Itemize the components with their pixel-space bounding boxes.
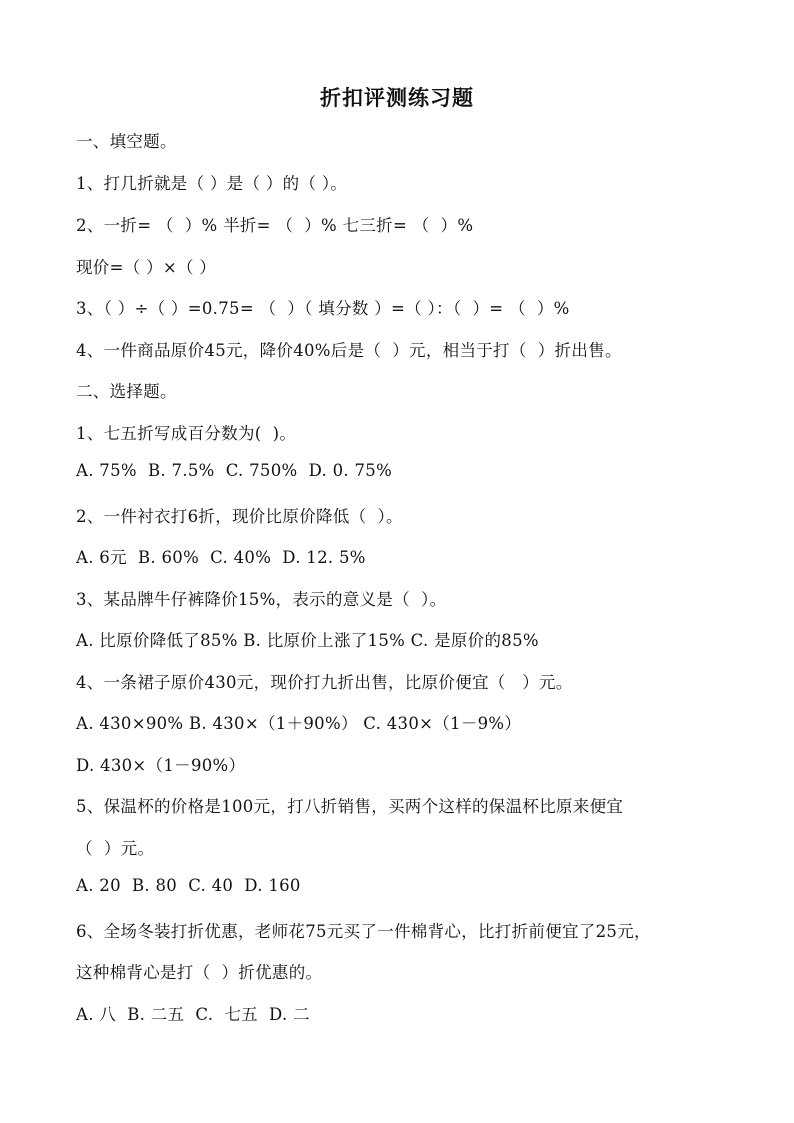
question-line: 3、某品牌牛仔裤降价15%，表示的意义是（ ）。 xyxy=(76,590,447,609)
question-line: 4、一条裙子原价430元，现价打九折出售，比原价便宜（ ）元。 xyxy=(76,673,573,692)
question-line: 这种棉背心是打（ ）折优惠的。 xyxy=(76,963,323,982)
answer-options: A. 75% B. 7.5% C. 750% D. 0. 75% xyxy=(76,461,393,480)
answer-options: A. 20 B. 80 C. 40 D. 160 xyxy=(76,876,301,895)
question-line: 现价=（ ）×（ ） xyxy=(76,258,217,277)
question-line: 3、（ ）÷（ ）=0.75= （ ）（ 填分数 ）=（ ）：（ ）= （ ）% xyxy=(76,299,570,318)
answer-options: D. 430×（1－90%） xyxy=(76,756,246,775)
section-heading-multiple-choice: 二、选择题。 xyxy=(76,382,177,401)
answer-options: A. 比原价降低了85% B. 比原价上涨了15% C. 是原价的85% xyxy=(76,631,539,650)
question-line: （ ）元。 xyxy=(76,839,155,858)
answer-options: A. 430×90% B. 430×（1＋90%） C. 430×（1－9%） xyxy=(76,714,522,733)
section-heading-fill-blank: 一、填空题。 xyxy=(76,132,177,151)
answer-options: A. 八 B. 二五 C. 七五 D. 二 xyxy=(76,1005,310,1024)
question-line: 2、一件衬衣打6折，现价比原价降低（ ）。 xyxy=(76,507,403,526)
question-line: 5、保温杯的价格是100元，打八折销售，买两个这样的保温杯比原来便宜 xyxy=(76,797,624,816)
question-line: 6、全场冬装打折优惠，老师花75元买了一件棉背心，比打折前便宜了25元， xyxy=(76,922,651,941)
worksheet-title: 折扣评测练习题 xyxy=(320,85,474,110)
question-line: 4、一件商品原价45元，降价40%后是（ ）元，相当于打（ ）折出售。 xyxy=(76,341,622,360)
answer-options: A. 6元 B. 60% C. 40% D. 12. 5% xyxy=(76,548,366,567)
question-line: 2、一折= （ ）% 半折= （ ）% 七三折= （ ）% xyxy=(76,216,474,235)
question-line: 1、七五折写成百分数为( )。 xyxy=(76,424,297,443)
question-line: 1、打几折就是（ ）是（ ）的（ ）。 xyxy=(76,174,348,193)
